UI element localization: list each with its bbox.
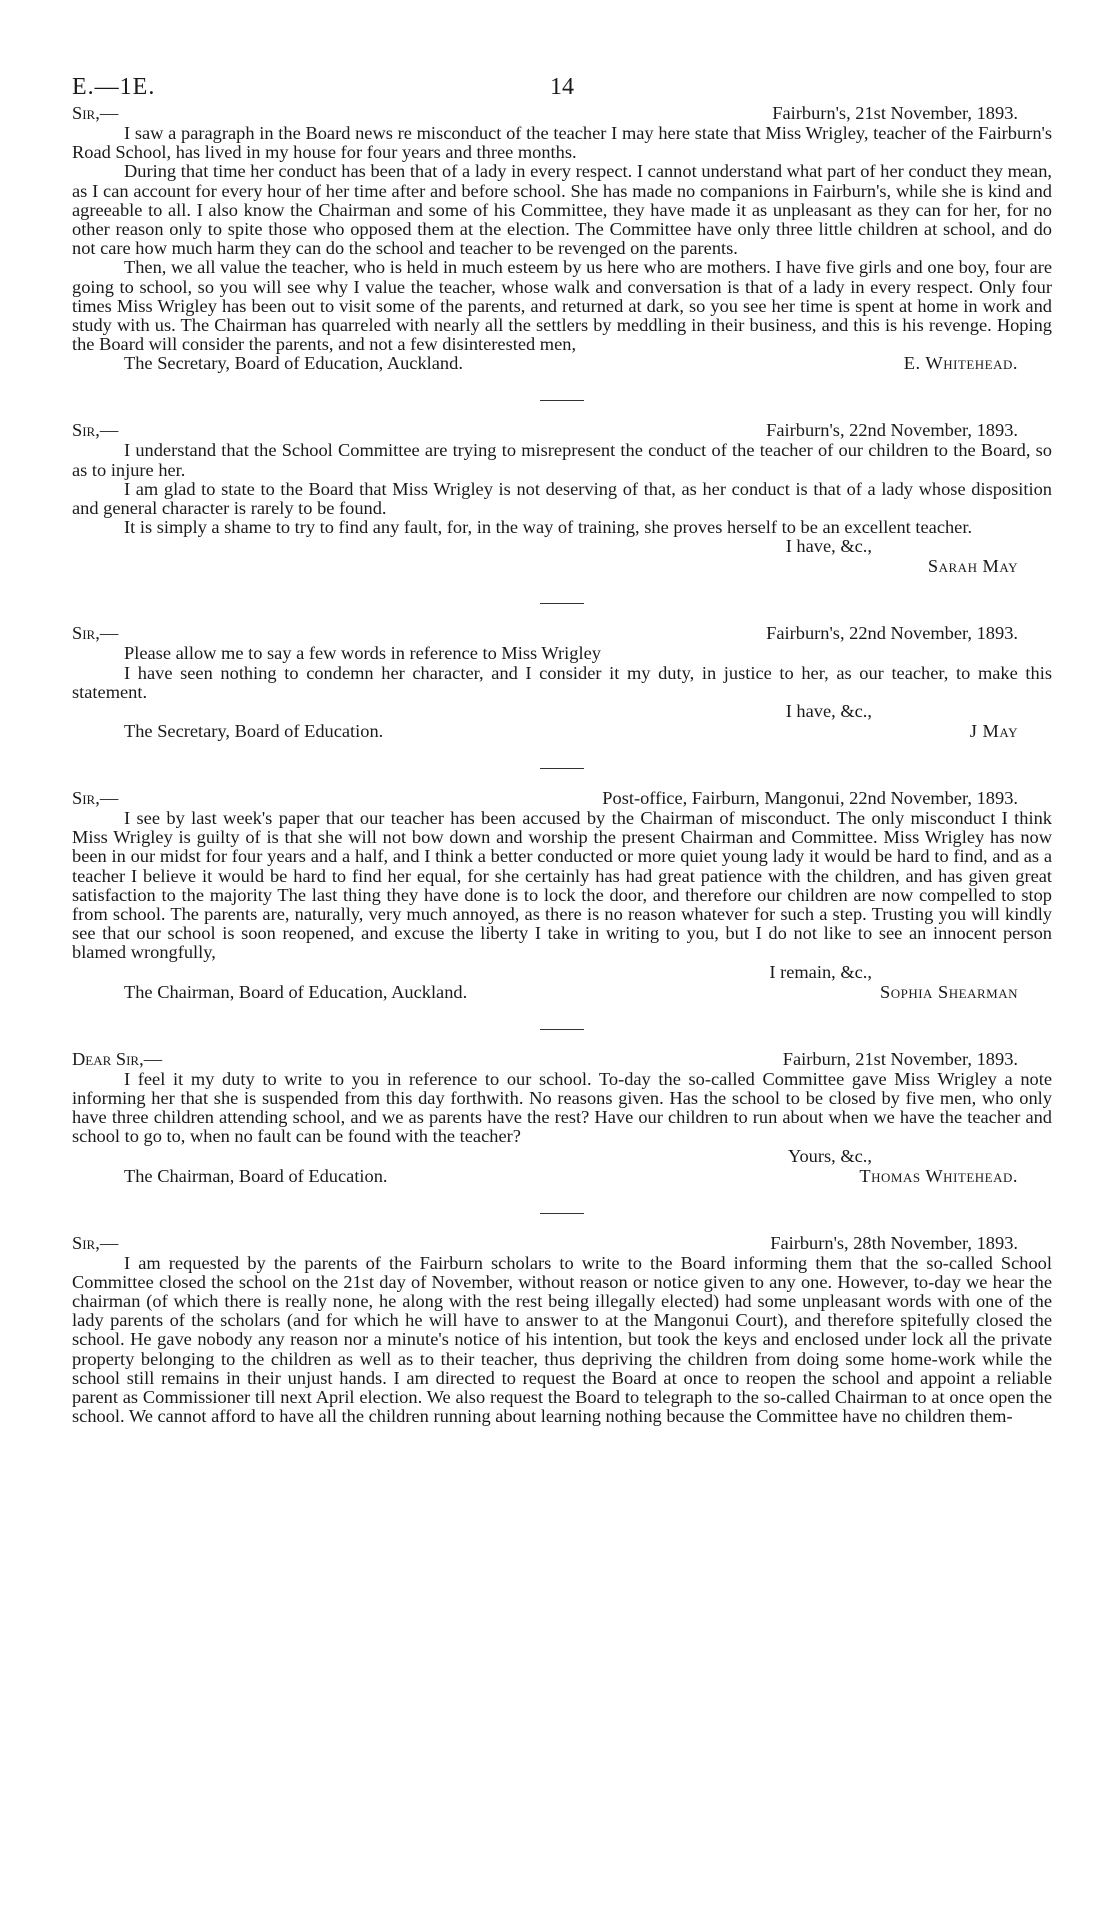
place-date: Post-office, Fairburn, Mangonui, 22nd November, 1893. (602, 788, 1018, 809)
signature: Sarah May (927, 556, 1018, 577)
signature-row (72, 557, 1052, 577)
signature: Sophia Shearman (879, 981, 1018, 1002)
closing: I have, &c., (785, 536, 872, 557)
salutation: Sir,— (72, 420, 119, 441)
signature: Thomas Whitehead. (859, 1165, 1018, 1186)
closing-row (72, 963, 1052, 983)
addressee: The Chairman, Board of Education. (124, 1165, 388, 1186)
closing-row (72, 702, 1052, 722)
closing-row (72, 1147, 1052, 1167)
salutation: Sir,— (72, 623, 119, 644)
closing: I remain, &c., (769, 961, 872, 982)
paragraph: I am glad to state to the Board that Miss Wrigley is not deserving of that, as her conduct is that of a lady whose disposition and general character is rarely to be found. (72, 478, 1052, 519)
letter-heading (72, 624, 1052, 644)
document-page (72, 60, 1052, 1426)
letter-heading (72, 1234, 1052, 1254)
paragraph: I see by last week's paper that our teacher has been accused by the Chairman of misconduct. The only misconduct I think Miss Wrigley is guilty of is that she will not bow down and worship the present Chairman and Committee. Miss Wrigley has now been in our midst for four years and a half, and I think a better conducted or more quiet young lady it would be hard to find, and as a teacher I believe it would be hard to find her equal, for she certainly has had great patience with the children, and has given great satisfaction to the majority The last thing they have done is to lock the door, and therefore our children are now compelled to stop from school. The parents are, naturally, very much annoyed, as there is no reason whatever for such a step. Trusting you will kindly see that our school is soon reopened, and excuse the liberty I take in writing to you, but I do not like to see an innocent person blamed wrongfully, (72, 808, 1052, 963)
paragraph: I feel it my duty to write to you in reference to our school. To-day the so-called Committee gave Miss Wrigley a note informing her that she is suspended from this day forthwith. No reasons given. Has the school to be closed by five men, who only have three children attending school, and we as parents have the rest? Have our children to run about when we have the teacher and school to go to, when no fault can be found with the teacher? (72, 1068, 1052, 1147)
closing-row (72, 537, 1052, 557)
closing: Yours, &c., (788, 1145, 872, 1166)
signature: E. Whitehead. (903, 353, 1018, 374)
paragraph: I have seen nothing to condemn her character, and I consider it my duty, in justice to her, as our teacher, to make this statement. (72, 662, 1052, 702)
page-number: 14 (550, 74, 574, 100)
paragraph: I am requested by the parents of the Fairburn scholars to write to the Board informing them that the so-called School Committee closed the school on the 21st day of November, without reason or notice given to any one. However, to-day we hear the chairman (of which there is really none, he along with the rest being illegally elected) had some unpleasant words with one of the lady parents of the scholars (and for which he will have to answer to at the Mangonui Court), and therefore spitefully closed the school. He gave nobody any reason nor a minute's notice of his intention, but took the keys and enclosed under lock all the private property belonging to the children as well as to their teacher, thus depriving the children from doing some home-work while the school still remains in their unjust hands. I am directed to request the Board at once to reopen the school and appoint a reliable parent as Commissioner till next April election. We also request the Board to telegraph to the so-called Chairman to at once open the school. We cannot afford to have all the children running about learning nothing because the Committee have no children them- (72, 1252, 1052, 1427)
paragraph: I understand that the School Committee are trying to misrepresent the conduct of the teacher of our children to the Board, so as to injure her. (72, 440, 1052, 480)
place-date: Fairburn, 21st November, 1893. (782, 1048, 1018, 1069)
letter-heading (72, 104, 1052, 124)
place-date: Fairburn's, 22nd November, 1893. (766, 623, 1018, 644)
paragraph: During that time her conduct has been that of a lady in every respect. I cannot understand what part of her conduct they mean, as I can account for every hour of her time after and before school. She has made no companions in Fairburn's, while she is kind and agreeable to all. I also know the Chairman and some of his Committee, they have made it as unpleasant as they can for her, for no other reason only to spite those who opposed them at the election. The Committee have only three little children at school, and do not care how much harm they can do the school and teacher to be revenged on the parents. (72, 161, 1052, 259)
salutation: Dear Sir,— (72, 1048, 163, 1069)
letter-4 (72, 789, 1052, 1003)
signature: J May (969, 721, 1018, 742)
page-header (72, 60, 1052, 104)
signature-row (72, 983, 1052, 1003)
place-date: Fairburn's, 22nd November, 1893. (766, 420, 1018, 441)
signature-row (72, 354, 1052, 374)
letter-2 (72, 421, 1052, 577)
addressee: The Chairman, Board of Education, Auckland. (124, 981, 468, 1002)
closing: I have, &c., (785, 701, 872, 722)
letter-heading (72, 421, 1052, 441)
place-date: Fairburn's, 21st November, 1893. (772, 103, 1018, 123)
paragraph: Please allow me to say a few words in reference to Miss Wrigley (124, 643, 601, 664)
signature-row (72, 1167, 1052, 1187)
paragraph: It is simply a shame to try to find any fault, for, in the way of training, she proves herself to be an excellent teacher. (124, 517, 973, 538)
letter-heading (72, 789, 1052, 809)
salutation: Sir,— (72, 788, 119, 809)
letter-1 (72, 104, 1052, 374)
letter-heading (72, 1050, 1052, 1070)
addressee: The Secretary, Board of Education. (124, 721, 384, 742)
addressee: The Secretary, Board of Education, Auckland. (124, 353, 463, 374)
document-reference: E.—1E. (72, 74, 156, 100)
paragraph: Then, we all value the teacher, who is held in much esteem by us here who are mothers. I have five girls and one boy, four are going to school, so you will see why I value the teacher, whose walk and conversation is that of a lady in every respect. Only four times Miss Wrigley has been out to visit some of the parents, and returned at dark, so you see her time is spent at home in work and study with us. The Chairman has quarreled with nearly all the settlers by meddling in their business, and this is his revenge. Hoping the Board will consider the parents, and not a few disinterested men, (72, 257, 1052, 355)
letter-5 (72, 1050, 1052, 1187)
salutation: Sir,— (72, 103, 119, 123)
signature-row (72, 722, 1052, 742)
paragraph: I saw a paragraph in the Board news re misconduct of the teacher I may here state that Miss Wrigley, teacher of the Fairburn's Road School, has lived in my house for four years and three months. (72, 123, 1052, 163)
letter-6 (72, 1234, 1052, 1427)
salutation: Sir,— (72, 1232, 119, 1253)
place-date: Fairburn's, 28th November, 1893. (770, 1232, 1018, 1253)
letter-3 (72, 624, 1052, 742)
